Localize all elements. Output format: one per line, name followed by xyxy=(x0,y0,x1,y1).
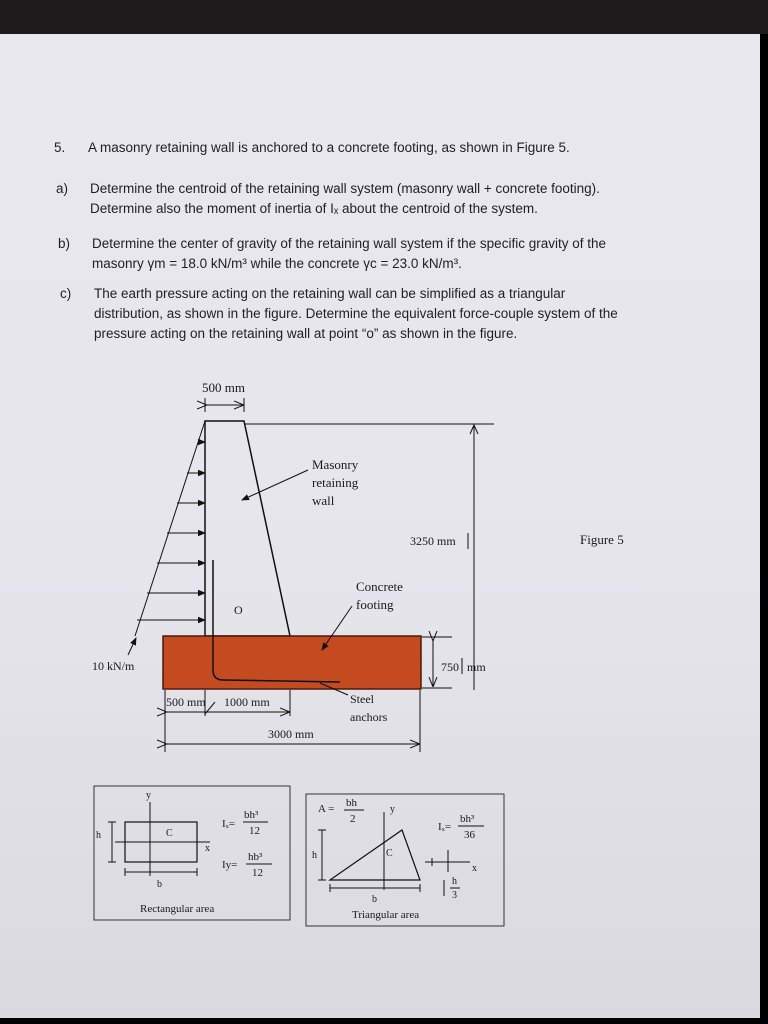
svg-text:b: b xyxy=(157,879,162,890)
figure-5 xyxy=(0,34,760,1018)
svg-text:Iₓ=: Iₓ= xyxy=(222,818,236,830)
load-label: 10 kN/m xyxy=(92,659,135,673)
part-b-label: b) xyxy=(58,236,71,251)
svg-text:2: 2 xyxy=(350,813,356,825)
part-b-line-2: masonry γm = 18.0 kN/m³ while the concrete γc = 23.0 kN/m³. xyxy=(92,256,462,271)
dim-mid-label: 1000 mm xyxy=(224,695,270,709)
wall-label-2: retaining xyxy=(312,475,359,490)
thickness-unit: mm xyxy=(467,660,486,674)
footing-label-1: Concrete xyxy=(356,579,403,594)
svg-text:36: 36 xyxy=(464,829,475,841)
svg-text:h: h xyxy=(96,830,101,841)
svg-text:h: h xyxy=(452,876,457,887)
footing-label-2: footing xyxy=(356,597,394,612)
part-c-line-2: distribution, as shown in the figure. Determine the equivalent force-couple system of the xyxy=(94,306,618,321)
part-c-line-1: The earth pressure acting on the retaining wall can be simplified as a triangular xyxy=(94,286,566,301)
svg-text:y: y xyxy=(146,790,151,801)
svg-text:h: h xyxy=(312,850,317,861)
wall-label-1: Masonry xyxy=(312,457,359,472)
thickness-value: 750 xyxy=(441,660,459,674)
problem-intro: 5. A masonry retaining wall is anchored to a concrete footing, as shown in Figure 5. xyxy=(88,138,570,158)
svg-text:12: 12 xyxy=(252,867,263,879)
load-leader xyxy=(128,638,136,655)
masonry-wall xyxy=(205,421,290,636)
top-bar xyxy=(0,0,768,34)
svg-text:x: x xyxy=(472,863,477,874)
anchor-label-1: Steel xyxy=(350,692,374,706)
rect-caption: Rectangular area xyxy=(140,903,215,915)
wall-leader xyxy=(242,470,308,500)
dim-total-label: 3000 mm xyxy=(268,727,314,741)
part-c-line-3: pressure acting on the retaining wall at point “o” as shown in the figure. xyxy=(94,326,518,341)
svg-text:hb³: hb³ xyxy=(248,851,263,863)
svg-text:bh³: bh³ xyxy=(460,813,475,825)
part-c-label: c) xyxy=(60,286,72,301)
part-b-line-1: Determine the center of gravity of the retaining wall system if the specific gravity of the xyxy=(92,236,606,251)
svg-text:x: x xyxy=(205,843,210,854)
tri-reference-box xyxy=(306,794,504,926)
anchor-label-2: anchors xyxy=(350,710,388,724)
svg-text:C: C xyxy=(386,848,393,859)
svg-text:b: b xyxy=(372,894,377,905)
pressure-envelope xyxy=(135,421,205,636)
part-a-line-1: Determine the centroid of the retaining wall system (masonry wall + concrete footing). xyxy=(90,181,600,196)
figure-caption: Figure 5 xyxy=(580,532,624,547)
part-a-label: a) xyxy=(56,181,69,196)
part-a-line-2: Determine also the moment of inertia of Iₓ about the centroid of the system. xyxy=(90,201,538,216)
svg-text:C: C xyxy=(166,828,173,839)
svg-text:3: 3 xyxy=(452,890,457,901)
top-width-label: 500 mm xyxy=(202,380,245,395)
svg-text:bh: bh xyxy=(346,797,357,809)
tri-shape xyxy=(330,830,420,880)
svg-text:A =: A = xyxy=(318,803,335,815)
height-label: 3250 mm xyxy=(410,534,456,548)
paper-sheet xyxy=(0,34,760,1018)
svg-text:Iy=: Iy= xyxy=(222,859,238,871)
problem-number: 5. xyxy=(54,140,66,155)
rect-reference-box xyxy=(94,786,290,920)
svg-text:y: y xyxy=(390,804,395,815)
svg-text:12: 12 xyxy=(249,825,260,837)
svg-text:bh³: bh³ xyxy=(244,809,259,821)
dim-left-label: 500 mm xyxy=(166,695,206,709)
wall-label-3: wall xyxy=(312,493,335,508)
tri-caption: Triangular area xyxy=(352,909,420,921)
svg-text:Iₓ=: Iₓ= xyxy=(438,821,452,833)
point-o-label: O xyxy=(234,603,243,617)
